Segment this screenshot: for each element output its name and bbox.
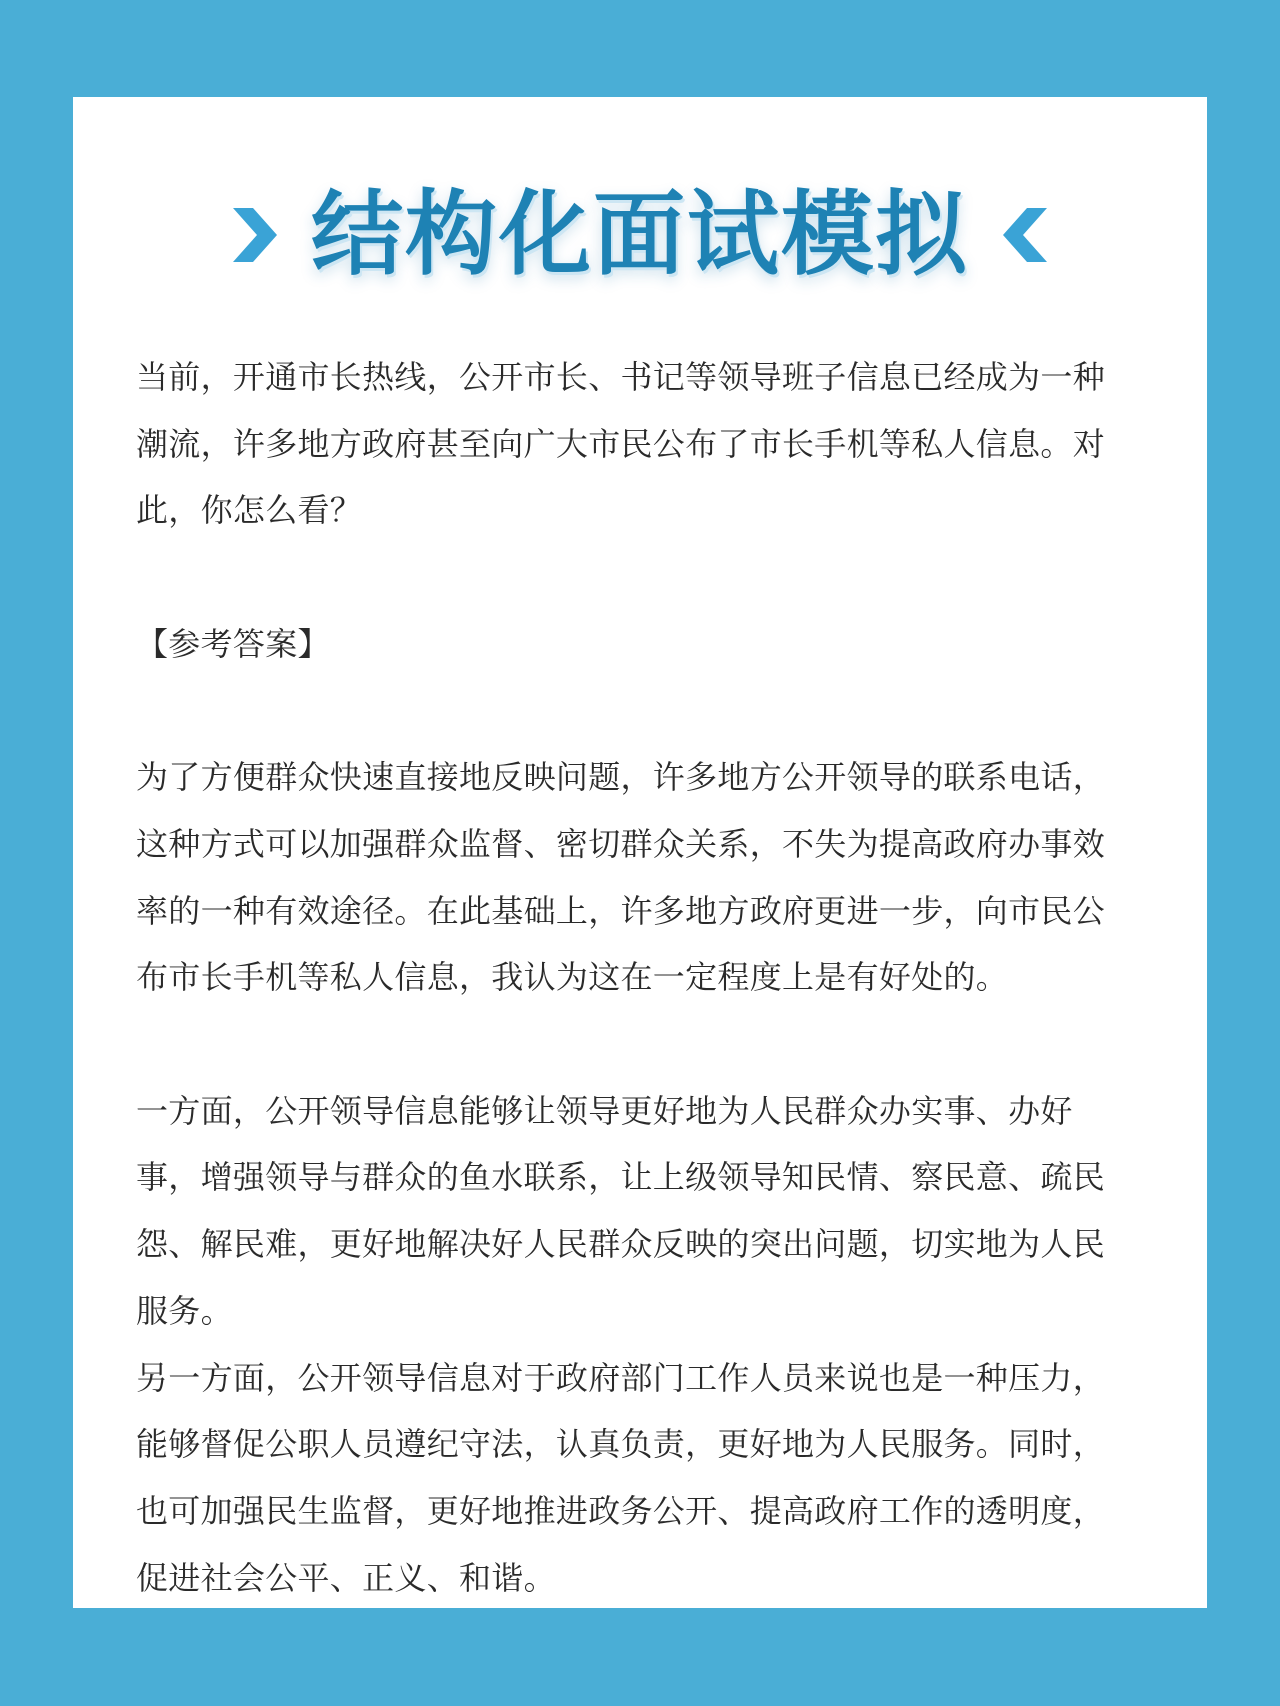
chevron-right-icon	[227, 200, 283, 270]
answer-paragraph-1: 为了方便群众快速直接地反映问题，许多地方公开领导的联系电话，这种方式可以加强群众监督、密切群众关系，不失为提高政府办事效率的一种有效途径。在此基础上，许多地方政府更进一步，向市民公布市长手机等私人信息，我认为这在一定程度上是有好处的。	[136, 758, 1106, 997]
page-title: 结构化面试模拟	[310, 181, 969, 288]
answer-paragraph-2: 一方面，公开领导信息能够让领导更好地为人民群众办实事、办好事，增强领导与群众的鱼水联系，让上级领导知民情、察民意、疏民怨、解民难，更好地解决好人民群众反映的突出问题，切实地为人民服务。	[136, 1091, 1106, 1330]
spacer	[136, 1011, 1136, 1078]
article-body	[136, 344, 1136, 1611]
spacer	[136, 678, 1136, 745]
title-row	[0, 180, 1280, 290]
question-text: 当前，开通市长热线，公开市长、书记等领导班子信息已经成为一种潮流，许多地方政府甚至向广大市民公布了市长手机等私人信息。对此，你怎么看？	[136, 358, 1106, 530]
spacer	[136, 544, 1136, 611]
answer-paragraph-3: 另一方面，公开领导信息对于政府部门工作人员来说也是一种压力，能够督促公职人员遵纪守法，认真负责，更好地为人民服务。同时，也可加强民生监督，更好地推进政务公开、提高政府工作的透明度，促进社会公平、正义、和谐。	[136, 1358, 1106, 1597]
chevron-left-icon	[997, 200, 1053, 270]
answer-heading: 【参考答案】	[136, 624, 330, 663]
